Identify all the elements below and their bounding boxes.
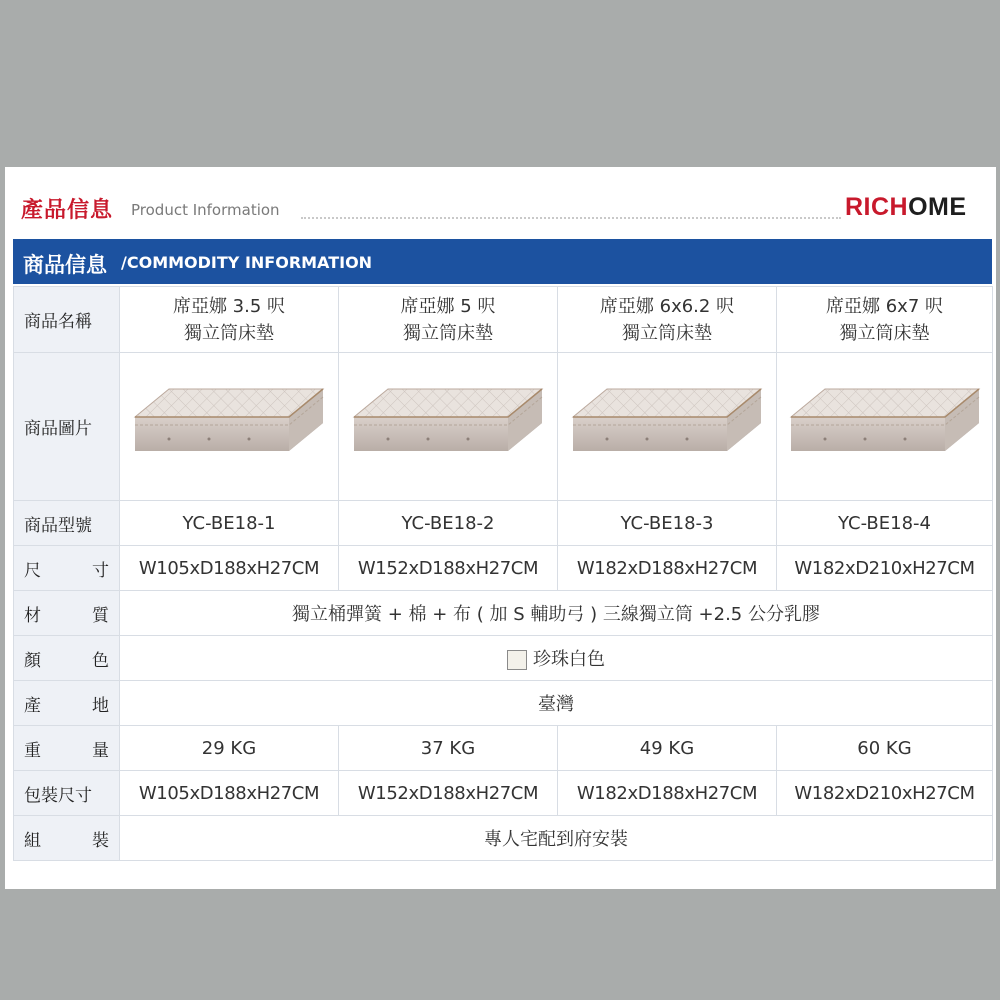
logo-part-rich: RICH [845, 193, 909, 221]
product-name-line1: 席亞娜 6x6.2 呎 [599, 295, 735, 317]
package-size-cell: W182xD188xH27CM [558, 771, 777, 816]
spec-table [13, 286, 993, 861]
label-char: 地 [92, 695, 109, 716]
dotted-divider [301, 217, 841, 219]
label-material [14, 591, 120, 636]
mattress-image [348, 377, 548, 477]
label-char: 尺 [24, 560, 41, 581]
color-swatch [507, 650, 527, 670]
size-cell: W105xD188xH27CM [120, 546, 339, 591]
label-origin [14, 681, 120, 726]
logo-part-home: OME [908, 193, 967, 221]
row-origin [14, 681, 993, 726]
label-model: 商品型號 [14, 501, 120, 546]
label-char: 質 [92, 605, 109, 626]
product-name-line2: 獨立筒床墊 [403, 322, 493, 344]
label-char: 量 [92, 740, 109, 761]
origin-value: 臺灣 [120, 681, 993, 726]
row-model [14, 501, 993, 546]
product-name-line2: 獨立筒床墊 [622, 322, 712, 344]
package-size-cell: W152xD188xH27CM [339, 771, 558, 816]
weight-cell: 60 KG [777, 726, 993, 771]
product-name-line1: 席亞娜 6x7 呎 [826, 295, 943, 317]
material-value: 獨立桶彈簧 + 棉 + 布 ( 加 S 輔助弓 ) 三線獨立筒 +2.5 公分乳膠 [120, 591, 993, 636]
model-cell: YC-BE18-1 [120, 501, 339, 546]
package-size-cell: W105xD188xH27CM [120, 771, 339, 816]
label-assembly [14, 816, 120, 861]
assembly-value: 專人宅配到府安裝 [120, 816, 993, 861]
banner-subtitle: /COMMODITY INFORMATION [121, 253, 373, 272]
banner-title: 商品信息 [23, 253, 107, 277]
richome-logo [845, 193, 967, 222]
product-name-line2: 獨立筒床墊 [839, 322, 930, 344]
section-header [5, 167, 996, 237]
label-color [14, 636, 120, 681]
product-image-cell [120, 353, 339, 501]
weight-cell: 29 KG [120, 726, 339, 771]
product-info-card [5, 167, 996, 889]
size-cell: W182xD188xH27CM [558, 546, 777, 591]
color-cell [120, 636, 993, 681]
label-product-image: 商品圖片 [14, 353, 120, 501]
label-char: 色 [92, 650, 109, 671]
model-cell: YC-BE18-3 [558, 501, 777, 546]
row-weight [14, 726, 993, 771]
product-name-cell [558, 287, 777, 353]
size-cell: W182xD210xH27CM [777, 546, 993, 591]
label-weight [14, 726, 120, 771]
product-name-cell [120, 287, 339, 353]
row-color [14, 636, 993, 681]
product-image-cell [777, 353, 993, 501]
row-product-name [14, 287, 993, 353]
row-assembly [14, 816, 993, 861]
section-subtitle: Product Information [131, 201, 280, 219]
product-name-cell [339, 287, 558, 353]
size-cell: W152xD188xH27CM [339, 546, 558, 591]
mattress-image [129, 377, 329, 477]
row-product-image [14, 353, 993, 501]
mattress-image [567, 377, 767, 477]
label-size [14, 546, 120, 591]
product-name-line1: 席亞娜 3.5 呎 [172, 295, 286, 317]
label-char: 裝 [92, 830, 109, 851]
label-char: 材 [24, 605, 41, 626]
label-char: 重 [24, 740, 41, 761]
label-char: 組 [24, 830, 41, 851]
label-char: 產 [24, 695, 41, 716]
model-cell: YC-BE18-4 [777, 501, 993, 546]
commodity-banner [13, 239, 992, 284]
color-value: 珍珠白色 [533, 649, 605, 670]
row-material [14, 591, 993, 636]
weight-cell: 37 KG [339, 726, 558, 771]
mattress-image [785, 377, 985, 477]
label-char: 顏 [24, 650, 41, 671]
product-name-line1: 席亞娜 5 呎 [400, 295, 496, 317]
weight-cell: 49 KG [558, 726, 777, 771]
label-package-size: 包裝尺寸 [14, 771, 120, 816]
product-name-line2: 獨立筒床墊 [184, 322, 274, 344]
model-cell: YC-BE18-2 [339, 501, 558, 546]
package-size-cell: W182xD210xH27CM [777, 771, 993, 816]
row-package-size [14, 771, 993, 816]
product-image-cell [558, 353, 777, 501]
product-image-cell [339, 353, 558, 501]
row-size [14, 546, 993, 591]
section-title: 產品信息 [21, 198, 114, 223]
label-char: 寸 [92, 560, 109, 581]
product-name-cell [777, 287, 993, 353]
label-product-name: 商品名稱 [14, 287, 120, 353]
